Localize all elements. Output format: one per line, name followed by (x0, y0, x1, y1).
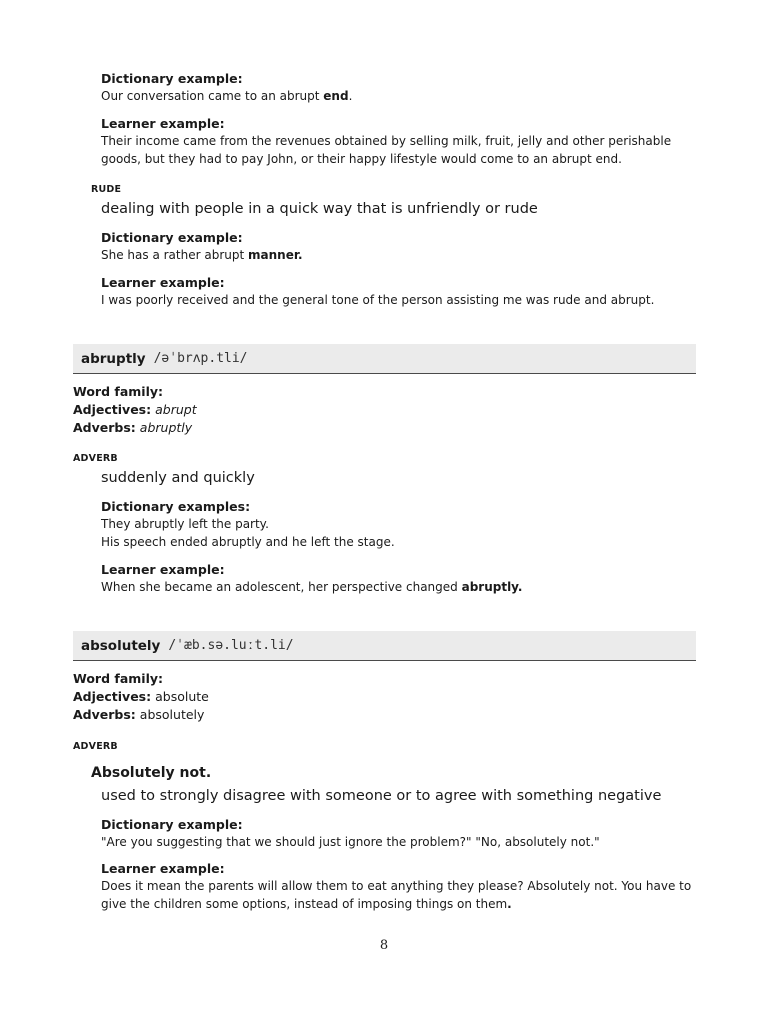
adverbs-value: absolutely (139, 707, 205, 722)
dictionary-example-label: Dictionary example: (101, 230, 243, 245)
rude-dictionary-example (101, 229, 303, 264)
word-family-abruptly (73, 383, 197, 437)
part-of-speech: ADVERB (73, 453, 118, 464)
absolutely-learner-example (101, 860, 691, 913)
dictionary-example-line-1: They abruptly left the party. (101, 517, 269, 531)
learner-example-label: Learner example: (101, 861, 225, 876)
headword: abruptly (81, 350, 146, 367)
adjectives-value: abrupt (155, 402, 197, 417)
word-family-adjectives (73, 688, 209, 706)
dictionary-example-label: Dictionary example: (101, 817, 243, 832)
sense-definition: dealing with people in a quick way that is unfriendly or rude (101, 201, 538, 217)
adverbs-value: abruptly (139, 420, 193, 435)
word-family-adverbs (73, 706, 209, 724)
learner-example-pre: When she became an adolescent, her perspective changed (101, 580, 462, 594)
dictionary-example-post: . (348, 89, 353, 103)
dictionary-example-label: Dictionary example: (101, 71, 243, 86)
part-of-speech: ADVERB (73, 741, 118, 752)
dictionary-example-text: "Are you suggesting that we should just ignore the problem?" "No, absolutely not." (101, 835, 600, 849)
learner-example-text: I was poorly received and the general tone of the person assisting me was rude and abrupt. (101, 293, 655, 307)
dictionary-example-line-2: His speech ended abruptly and he left the stage. (101, 535, 395, 549)
dictionary-example-text (101, 246, 303, 264)
learner-example-line-2-end: . (507, 897, 512, 911)
word-family-label: Word family: (73, 671, 164, 686)
adjectives-value: absolute (155, 689, 209, 704)
rude-learner-example (101, 274, 654, 309)
sense-definition: suddenly and quickly (101, 470, 255, 486)
word-family-absolutely (73, 670, 209, 724)
word-family-adjectives (73, 401, 197, 419)
learner-example-keyword: abruptly. (461, 580, 523, 594)
abruptly-dictionary-examples (101, 498, 395, 551)
entry-header-absolutely (73, 631, 696, 661)
learner-example-text (101, 578, 522, 596)
learner-example-line-2-text: give the children some options, instead of imposing things on them (101, 897, 508, 911)
learner-example-line-2 (101, 895, 691, 913)
adjectives-label: Adjectives: (73, 689, 152, 704)
sense-definition: used to strongly disagree with someone or to agree with something negative (101, 788, 662, 804)
dictionary-examples-label: Dictionary examples: (101, 499, 251, 514)
adverbs-label: Adverbs: (73, 707, 136, 722)
learner-example-label: Learner example: (101, 275, 225, 290)
entry-header-abruptly (73, 344, 696, 374)
word-family-adverbs (73, 419, 197, 437)
sense-guideword: RUDE (91, 184, 122, 195)
adjectives-label: Adjectives: (73, 402, 152, 417)
headword: absolutely (81, 637, 161, 654)
dictionary-example-keyword: end (323, 89, 349, 103)
abrupt-sudden-learner (101, 115, 671, 168)
abrupt-sudden-examples (101, 70, 352, 105)
absolutely-dictionary-example (101, 816, 600, 851)
word-family-label: Word family: (73, 384, 164, 399)
dictionary-example-pre: She has a rather abrupt (101, 248, 248, 262)
adverbs-label: Adverbs: (73, 420, 136, 435)
learner-example-label: Learner example: (101, 116, 225, 131)
learner-example-line-1: Their income came from the revenues obtained by selling milk, fruit, jelly and other perishable (101, 134, 672, 148)
pronunciation: /ˈæb.sə.luːt.li/ (168, 638, 294, 653)
learner-example-line-2: goods, but they had to pay John, or their happy lifestyle would come to an abrupt end. (101, 152, 622, 166)
dictionary-example-text (101, 87, 352, 105)
learner-example-label: Learner example: (101, 562, 225, 577)
pronunciation: /əˈbrʌp.tli/ (153, 351, 248, 366)
page-number: 8 (379, 938, 389, 953)
dictionary-example-keyword: manner. (248, 248, 303, 262)
learner-example-line-1: Does it mean the parents will allow them to eat anything they please? Absolutely not. You have to (101, 879, 692, 893)
abruptly-learner-example (101, 561, 522, 596)
dictionary-example-pre: Our conversation came to an abrupt (101, 89, 324, 103)
phrase-heading: Absolutely not. (91, 765, 212, 781)
